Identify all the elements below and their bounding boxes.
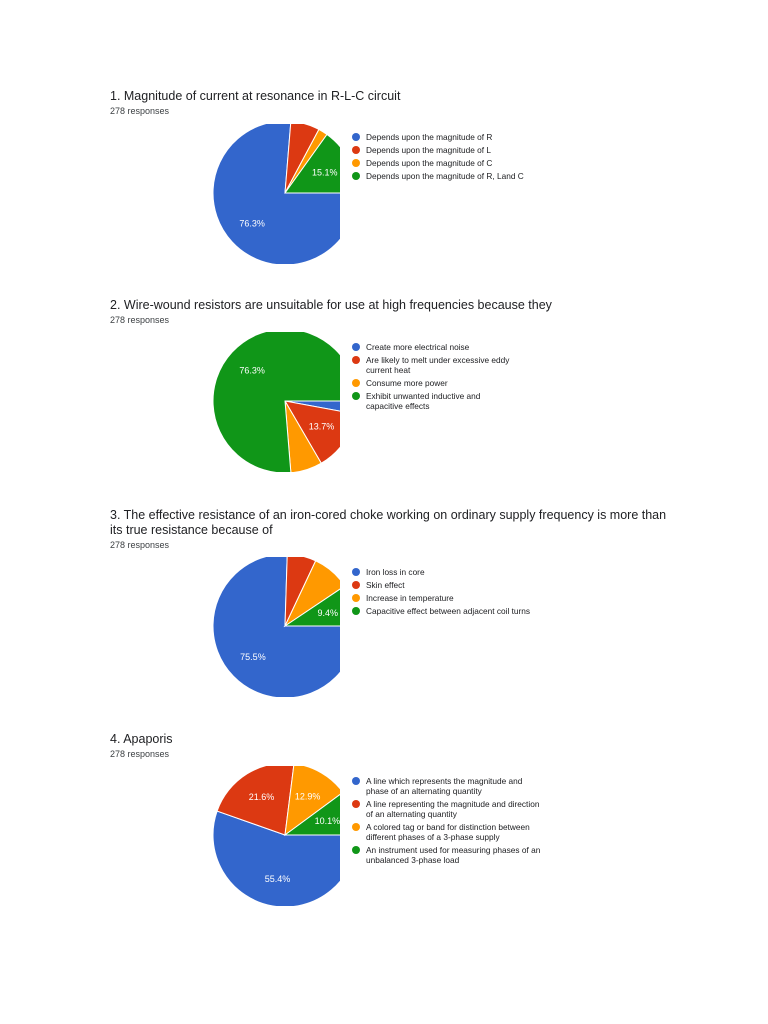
pie-chart-2 — [100, 332, 340, 472]
legend-swatch — [352, 343, 360, 351]
legend-label: Increase in temperature — [366, 593, 454, 603]
legend-swatch — [352, 800, 360, 808]
legend-label: Consume more power — [366, 378, 448, 388]
legend-swatch — [352, 594, 360, 602]
legend-label: Iron loss in core — [366, 567, 425, 577]
legend-swatch — [352, 133, 360, 141]
legend-item — [352, 132, 552, 142]
legend-item — [352, 845, 552, 865]
legend-label: Depends upon the magnitude of R — [366, 132, 493, 142]
pie-data-label: 13.7% — [308, 421, 335, 432]
question-3 — [110, 508, 670, 550]
legend-item — [352, 378, 552, 388]
legend-swatch — [352, 607, 360, 615]
legend-label: Depends upon the magnitude of L — [366, 145, 492, 155]
legend-item — [352, 158, 552, 168]
question-title: 1. Magnitude of current at resonance in R-L-C circuit — [110, 89, 401, 103]
legend-label: An instrument used for measuring phases of an unbalanced 3-phase load — [366, 845, 541, 865]
response-count: 278 responses — [110, 106, 170, 116]
pie-chart-1 — [100, 124, 340, 264]
response-count: 278 responses — [110, 749, 170, 759]
legend-item — [352, 776, 552, 796]
pie-data-label: 10.1% — [314, 816, 340, 827]
legend-item — [352, 171, 552, 181]
legend-label: Are likely to melt under excessive eddy current heat — [366, 355, 510, 375]
legend-label: Depends upon the magnitude of C — [366, 158, 493, 168]
legend-label: Depends upon the magnitude of R, Land C — [366, 171, 524, 181]
legend-swatch — [352, 581, 360, 589]
response-count: 278 responses — [110, 540, 170, 550]
legend-swatch — [352, 379, 360, 387]
pie-data-label: 12.9% — [294, 791, 321, 802]
question-title: 2. Wire-wound resistors are unsuitable for use at high frequencies because they — [110, 298, 552, 312]
legend-label: A colored tag or band for distinction between different phases of a 3-phase supply — [366, 822, 530, 842]
legend-2 — [352, 342, 552, 414]
legend-label: Exhibit unwanted inductive and capacitive effects — [366, 391, 481, 411]
legend-swatch — [352, 159, 360, 167]
legend-swatch — [352, 392, 360, 400]
legend-swatch — [352, 356, 360, 364]
pie-data-label: 55.4% — [264, 873, 291, 884]
legend-4 — [352, 776, 552, 868]
pie-data-label: 76.3% — [239, 218, 265, 229]
pie-chart-4 — [100, 766, 340, 906]
legend-label: A line representing the magnitude and direction of an alternating quantity — [366, 799, 540, 819]
legend-swatch — [352, 846, 360, 854]
legend-item — [352, 567, 552, 577]
legend-1 — [352, 132, 552, 184]
legend-item — [352, 606, 552, 616]
legend-item — [352, 391, 552, 411]
legend-label: Create more electrical noise — [366, 342, 470, 352]
legend-label: Skin effect — [366, 580, 405, 590]
legend-item — [352, 580, 552, 590]
question-title: 4. Apaporis — [110, 732, 173, 746]
pie-data-label: 15.1% — [311, 167, 338, 178]
legend-item — [352, 799, 552, 819]
question-title: 3. The effective resistance of an iron-cored choke working on ordinary supply frequency is more than its true resistance because of — [110, 508, 667, 537]
legend-item — [352, 145, 552, 155]
question-2 — [110, 298, 670, 325]
legend-3 — [352, 567, 552, 619]
question-4 — [110, 732, 670, 759]
legend-item — [352, 822, 552, 842]
legend-swatch — [352, 568, 360, 576]
legend-label: Capacitive effect between adjacent coil turns — [366, 606, 531, 616]
legend-item — [352, 355, 552, 375]
legend-label: A line which represents the magnitude and phase of an alternating quantity — [366, 776, 523, 796]
pie-data-label: 76.3% — [239, 365, 265, 376]
response-count: 278 responses — [110, 315, 170, 325]
legend-item — [352, 342, 552, 352]
pie-chart-3 — [100, 557, 340, 697]
pie-data-label: 9.4% — [317, 608, 338, 619]
pie-data-label: 75.5% — [240, 652, 266, 663]
legend-swatch — [352, 146, 360, 154]
legend-swatch — [352, 777, 360, 785]
legend-item — [352, 593, 552, 603]
pie-data-label: 21.6% — [248, 792, 275, 803]
legend-swatch — [352, 172, 360, 180]
legend-swatch — [352, 823, 360, 831]
question-1 — [110, 89, 670, 116]
